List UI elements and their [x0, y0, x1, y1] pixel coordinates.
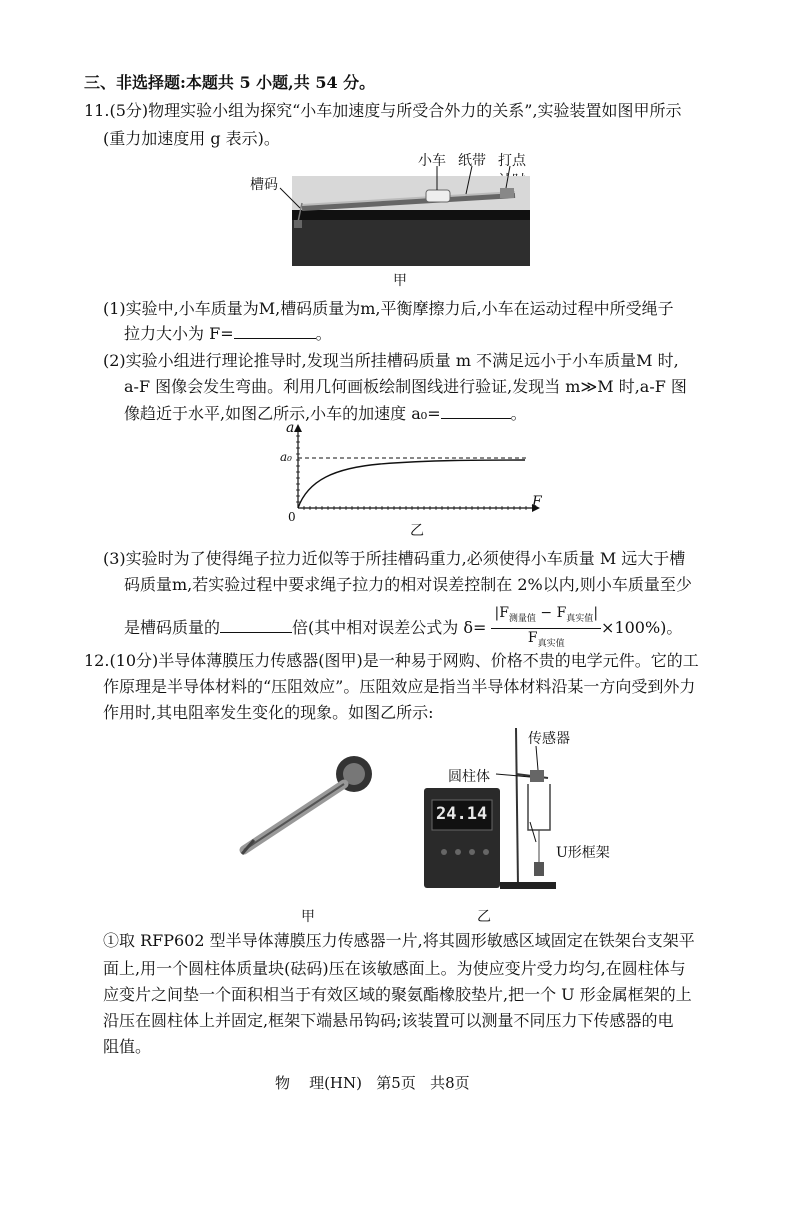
q11-part1-prefix: 拉力大小为 F= — [124, 324, 234, 343]
q11-part1-line1: (1)实验中,小车质量为M,槽码质量为m,平衡摩擦力后,小车在运动过程中所受绳子 — [103, 299, 674, 318]
label-hook-weight: 槽码 — [250, 177, 278, 193]
apparatus-photo — [240, 148, 530, 268]
label-u-frame: U形框架 — [556, 845, 610, 861]
aF-curve — [298, 460, 525, 508]
answer-blank-3[interactable] — [220, 616, 292, 633]
q11-part1-line2 — [124, 322, 332, 345]
q12-part1-line3: 应变片之间垫一个面积相当于有效区域的聚氨酯橡胶垫片,把一个 U 形金属框架的上 — [103, 985, 692, 1004]
q11-part2-prefix: 像趋近于水平,如图乙所示,小车的加速度 a₀= — [124, 404, 441, 423]
origin-label: 0 — [288, 510, 296, 524]
label-sensor: 传感器 — [528, 731, 570, 747]
q12-part1-line2: 面上,用一个圆柱体质量块(砝码)压在该敏感面上。为使应变片受力均匀,在圆柱体与 — [103, 959, 686, 978]
thin-film-sensor-image — [242, 756, 372, 854]
y-axis-arrow — [294, 424, 302, 432]
q12-figure-caption-jia: 甲 — [301, 909, 315, 925]
q11-part2-line1: (2)实验小组进行理论推导时,发现当所挂槽码质量 m 不满足远小于小车质量M 时, — [103, 351, 679, 370]
relative-error-formula — [491, 604, 601, 653]
q11-part2-suffix: 。 — [510, 404, 527, 423]
q11-stem-line2: (重力加速度用 g 表示)。 — [103, 129, 280, 148]
q11-figure-caption-jia: 甲 — [393, 273, 407, 289]
q12-figure-caption-yi: 乙 — [477, 909, 491, 925]
label-cylinder: 圆柱体 — [448, 769, 490, 785]
section-heading: 三、非选择题:本题共 5 小题,共 54 分。 — [84, 73, 376, 92]
q11-apparatus-figure — [240, 148, 530, 268]
q11-part3-prefix: 是槽码质量的 — [124, 617, 221, 637]
q12-stem-line1: 12.(10分)半导体薄膜压力传感器(图甲)是一种易于网购、价格不贵的电学元件。它的工 — [84, 651, 699, 670]
answer-blank-2[interactable] — [441, 402, 511, 419]
q12-figures-svg — [236, 722, 616, 897]
q11-figure-caption-yi: 乙 — [410, 523, 424, 539]
label-timer: 打点 — [498, 153, 526, 169]
q12-part1-line1: ①取 RFP602 型半导体薄膜压力传感器一片,将其圆形敏感区域固定在铁架台支架平 — [103, 931, 695, 950]
formula-numerator: $|F_{测量值} - F_{真实值}|$ — [491, 604, 601, 629]
meter-display-reading: 24.14 — [436, 804, 488, 824]
q11-part3-line1: (3)实验时为了使得绳子拉力近似等于所挂槽码重力,必须使得小车质量 M 远大于槽 — [103, 549, 686, 568]
q12-stem-line3: 作用时,其电阻率发生变化的现象。如图乙所示: — [103, 703, 434, 722]
q12-stem-line2: 作原理是半导体材料的“压阻效应”。压阻效应是指当半导体材料沿某一方向受到外力 — [103, 677, 696, 696]
asymptote-label: a₀ — [280, 450, 292, 464]
q12-part1-line5: 阻值。 — [103, 1037, 152, 1056]
q11-part3-suffix: ×100%)。 — [601, 617, 683, 637]
q11-part2-line2: a-F 图像会发生弯曲。利用几何画板绘制图线进行验证,发现当 m≫M 时,a-F 图 — [124, 377, 687, 396]
y-axis-label: a — [286, 420, 295, 436]
label-cart: 小车 — [418, 153, 446, 169]
q11-part1-suffix: 。 — [315, 324, 332, 343]
x-axis-label: F — [532, 494, 542, 510]
q11-stem-line1: 11.(5分)物理实验小组为探究“小车加速度与所受合外力的关系”,实验装置如图甲所示 — [84, 101, 682, 120]
q12-part1-line4: 沿压在圆柱体上并固定,框架下端悬吊钩码;该装置可以测量不同压力下传感器的电 — [103, 1011, 674, 1030]
answer-blank-1[interactable] — [234, 322, 316, 339]
q11-part3-line3 — [124, 604, 682, 653]
label-tape: 纸带 — [458, 153, 486, 169]
q12-figures — [236, 722, 616, 897]
formula-denominator: $F_{真实值}$ — [527, 629, 565, 649]
q11-part3-line2: 码质量m,若实验过程中要求绳子拉力的相对误差控制在 2%以内,则小车质量至少 — [124, 575, 692, 594]
page-footer: 物 理(HN) 第5页 共8页 — [275, 1074, 470, 1092]
q11-part3-middle: 倍(其中相对误差公式为 δ= — [292, 617, 487, 637]
